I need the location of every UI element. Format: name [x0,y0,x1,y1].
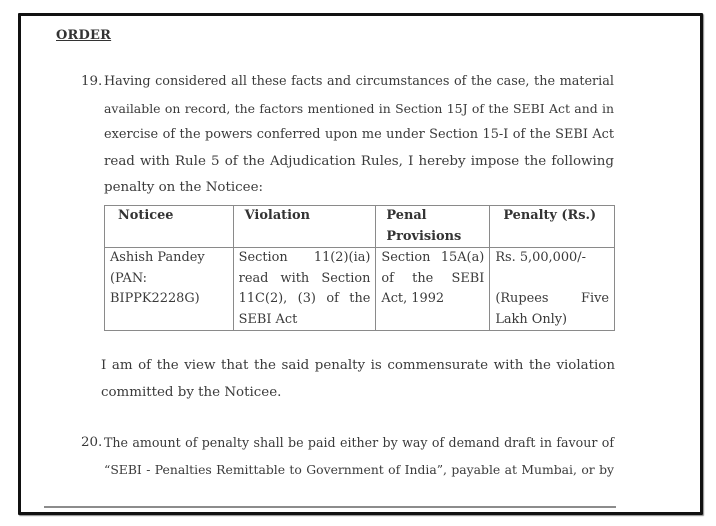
paragraph-20-number: 20. [81,435,103,450]
bottom-rule-divider [44,506,616,508]
noticee-pan: BIPPK2228G) [110,291,200,306]
cell-noticee [105,248,234,331]
paragraph-line: committed by the Noticee. [101,384,282,400]
cell-violation [233,248,376,331]
violation-line: 11C(2), (3) of the [238,291,371,306]
penalty-spacer [495,269,609,290]
cell-provisions [376,248,490,331]
paragraph-line: Having considered all these facts and circumstances of the case, the material [104,74,614,89]
paragraph-line: The amount of penalty shall be paid either by way of demand draft in favour of [104,435,614,450]
header-violation-label: Violation [244,208,310,223]
paragraph-line: read with Rule 5 of the Adjudication Rules, I hereby impose the following [104,153,614,169]
paragraph-line: penalty on the Noticee: [104,180,264,196]
header-penalty: Penalty (Rs.) [490,206,615,248]
paragraph-19-number: 19. [81,74,103,89]
penalty-words-line: Lakh Only) [495,311,568,327]
penalty-amount: Rs. 5,00,000/- [495,250,586,265]
noticee-name: Ashish Pandey [110,250,205,265]
order-heading: ORDER [56,28,112,43]
violation-line: Section 11(2)(ia) [238,250,371,265]
provision-line: Section 15A(a) [381,250,485,265]
paragraph-line: “SEBI - Penalties Remittable to Government of India”, payable at Mumbai, or by [104,461,614,477]
provision-line: of the SEBI [381,270,485,286]
view-paragraph [101,353,615,406]
violation-line: SEBI Act [238,311,298,327]
violation-line: read with Section [238,270,371,286]
paragraph-line: exercise of the powers conferred upon me under Section 15-I of the SEBI Act [104,127,614,143]
paragraph-line: I am of the view that the said penalty is commensurate with the violation [101,358,615,373]
header-noticee: Noticee [105,206,234,248]
penalty-table [104,205,615,331]
table-header-row [105,206,615,248]
noticee-pan-label: (PAN: [110,270,147,286]
header-provisions: Provisions [386,228,462,244]
header-violation [233,206,376,248]
penalty-words-line: (Rupees Five [495,291,609,306]
table-row [105,248,615,331]
provision-line: Act, 1992 [381,291,445,306]
header-penal-provisions [376,206,490,248]
paragraph-20 [104,430,614,483]
header-penal: Penal [386,208,427,223]
paragraph-19 [104,69,614,202]
paragraph-line: available on record, the factors mentioned in Section 15J of the SEBI Act and in [104,100,614,116]
cell-penalty [490,248,615,331]
